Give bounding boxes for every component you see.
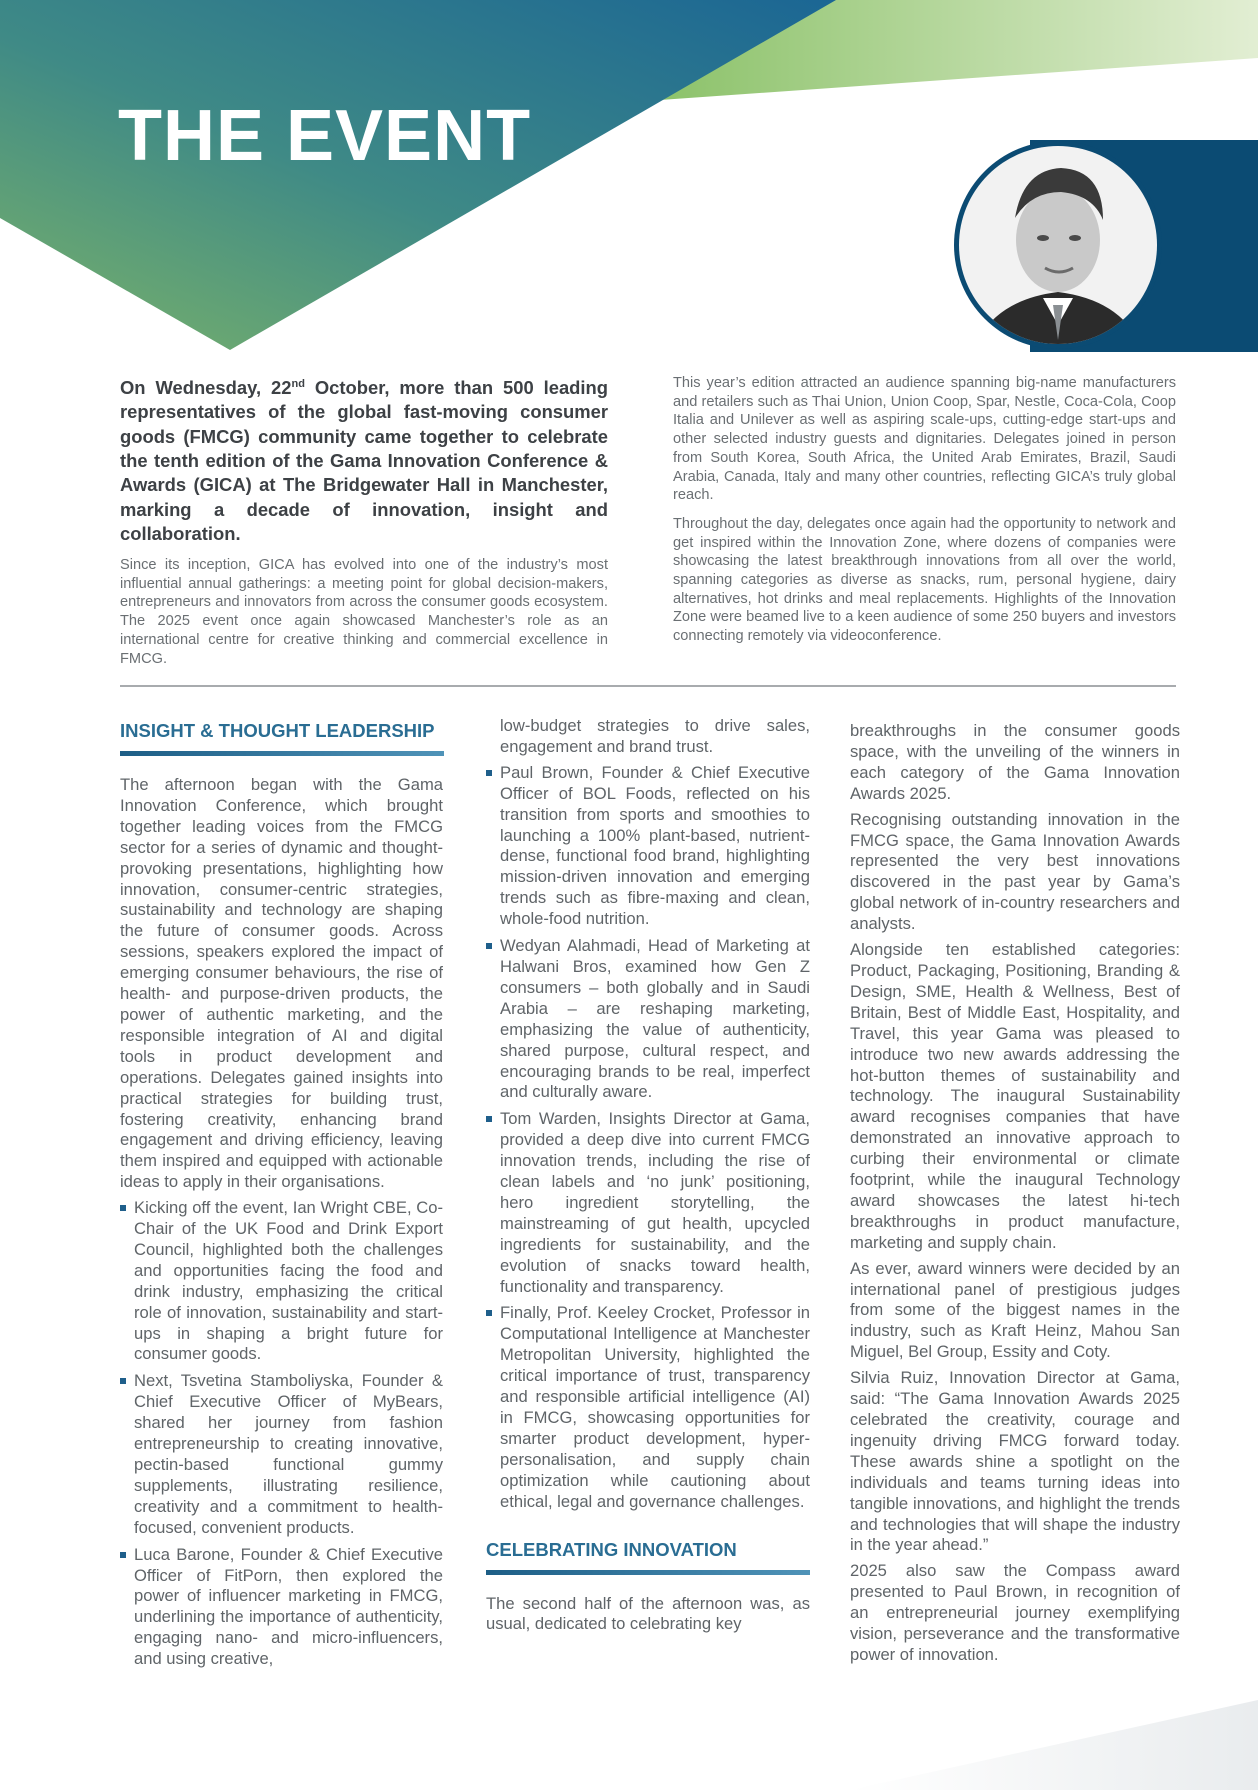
list-item: Luca Barone, Founder & Chief Executive Officer of FitPorn, then explored the power of influencer marketing in FMCG, underlining the importance of authenticity, engaging nano- and micro-influencers, and using creative, <box>120 1545 443 1670</box>
list-item-continuation: low-budget strategies to drive sales, engagement and brand trust. <box>500 716 810 756</box>
celebrating-paragraph: Silvia Ruiz, Innovation Director at Gama, said: “The Gama Innovation Awards 2025 celebrated the creativity, courage and ingenuity driving FMCG forward today. These awards shine a spotlight on the individuals and teams turning ideas into tangible innovations, and highlight the trends and technologies that will shape the industry in the year ahead.” <box>850 1368 1180 1555</box>
list-item: Kicking off the event, Ian Wright CBE, Co-Chair of the UK Food and Drink Export Council, highlighted both the challenges and opportunities facing the food and drink industry, emphasizing the critical role of innovation, sustainability and start-ups in shaping a bright future for consumer goods. <box>120 1198 443 1365</box>
heading-underline <box>486 1570 810 1575</box>
celebrating-heading: CELEBRATING INNOVATION <box>486 1538 737 1560</box>
column-1 <box>120 720 443 1676</box>
list-item: Wedyan Alahmadi, Head of Marketing at Halwani Bros, examined how Gen Z consumers – both globally and in Saudi Arabia – are reshaping marketing, emphasizing the value of authenticity, shared purpose, cultural respect, and encouraging brands to be real, imperfect and culturally aware. <box>486 936 810 1103</box>
list-item: Next, Tsvetina Stamboliyska, Founder & Chief Executive Officer of MyBears, shared her journey from fashion entrepreneurship to creating innovative, pectin-based functional gummy supplements, illustrating resilience, creativity and a commitment to health-focused, convenient products. <box>120 1371 443 1538</box>
celebrating-paragraph: As ever, award winners were decided by an international panel of prestigious judges from some of the biggest names in the industry, such as Kraft Heinz, Mahou San Miguel, Bel Group, Essity and Coty. <box>850 1258 1180 1362</box>
intro-paragraph-2: Since its inception, GICA has evolved into one of the industry’s most influential annual gatherings: a meeting point for global decision-makers, entrepreneurs and innovators from across the consumer goods ecosystem. The 2025 event once again showcased Manchester’s role as an international centre for creative thinking and commercial excellence in FMCG. <box>120 557 608 667</box>
list-item: Paul Brown, Founder & Chief Executive Officer of BOL Foods, reflected on his transition from sports and smoothies to launching a 100% plant-based, nutrient-dense, functional food brand, highlighting mission-driven innovation and emerging trends such as fibre-maxing and clean, whole-food nutrition. <box>486 763 810 930</box>
intro-right-paragraph-1: This year’s edition attracted an audience spanning big-name manufacturers and retailers such as Thai Union, Union Coop, Spar, Nestle, Coca-Cola, Coop Italia and Unilever as well as aspiring scale-ups, cutting-edge start-ups and other selected industry guests and dignitaries. Delegates joined in person from South Korea, South Africa, the United Arab Emirates, Brazil, Saudi Arabia, Canada, Italy and many other countries, reflecting GICA’s truly global reach. <box>673 375 1176 504</box>
corner-shade <box>850 1700 1258 1790</box>
insight-paragraph: The afternoon began with the Gama Innovation Conference, which brought together leading voices from the FMCG sector for a series of dynamic and thought-provoking presentations, highlighting how innovation, consumer-centric strategies, sustainability and technology are shaping the future of consumer goods. Across sessions, speakers explored the impact of emerging consumer behaviours, the rise of health- and purpose-driven products, the power of authentic marketing, and the responsible integration of AI and digital tools in product development and operations. Delegates gained insights into practical strategies for building trust, fostering creativity, enhancing brand engagement and driving efficiency, leaving them inspired and equipped with actionable ideas to apply in their organisations. <box>120 775 443 1192</box>
page-title: THE EVENT <box>118 96 532 176</box>
column-3 <box>850 721 1180 1671</box>
speaker-portrait <box>953 140 1163 350</box>
heading-underline <box>120 751 444 756</box>
intro-right-paragraph-2: Throughout the day, delegates once again had the opportunity to network and get inspired within the Innovation Zone, where dozens of companies were showcasing the latest breakthrough innovations from all over the world, spanning categories as diverse as snacks, rum, personal hygiene, dairy alternatives, hot drinks and meal replacements. Highlights of the Innovation Zone were beamed live to a keen audience of some 250 buyers and investors connecting remotely via videoconference. <box>673 515 1176 645</box>
celebrating-paragraph: breakthroughs in the consumer goods space, with the unveiling of the winners in each category of the Gama Innovation Awards 2025. <box>850 721 1180 803</box>
insight-heading: INSIGHT & THOUGHT LEADERSHIP <box>120 720 435 741</box>
list-item: Finally, Prof. Keeley Crocket, Professor in Computational Intelligence at Manchester Metropolitan University, highlighted the critical importance of trust, transparency and responsible artificial intelligence (AI) in FMCG, showcasing opportunities for smarter product development, hyper-personalisation, and supply chain optimization while cautioning about ethical, legal and governance challenges. <box>486 1303 810 1512</box>
celebrating-paragraph: Alongside ten established categories: Product, Packaging, Positioning, Branding & Design, SME, Health & Wellness, Best of Britain, Best of Middle East, Hospitality, and Travel, this year Gama was pleased to introduce two new awards addressing the hot-button themes of sustainability and technology. The inaugural Sustainability award recognises companies that have demonstrated an innovative approach to curbing their environmental or climate footprint, while the inaugural Technology award showcases the latest hi-tech breakthroughs in product manufacture, marketing and supply chain. <box>850 940 1180 1252</box>
speaker-list-2 <box>486 763 810 1513</box>
celebrating-paragraph: 2025 also saw the Compass award presented to Paul Brown, in recognition of an entrepreneurial journey exemplifying vision, perseverance and the transformative power of innovation. <box>850 1561 1180 1664</box>
intro-right <box>673 374 1176 656</box>
celebrating-paragraph: Recognising outstanding innovation in the FMCG space, the Gama Innovation Awards represented the very best innovations discovered in the past year by Gama’s global network of in-country researchers and analysts. <box>850 809 1180 934</box>
column-2 <box>486 716 810 1640</box>
list-item: Tom Warden, Insights Director at Gama, provided a deep dive into current FMCG innovation trends, including the rise of clean labels and ‘no junk’ positioning, hero ingredient storytelling, the mainstreaming of gut health, upcycled ingredients for sustainability, and the evolution of snacks toward health, functionality and transparency. <box>486 1109 810 1297</box>
speaker-list-1 <box>120 1198 443 1670</box>
section-divider <box>120 685 1176 687</box>
celebrating-paragraph-1: The second half of the afternoon was, as usual, dedicated to celebrating key <box>486 1593 810 1634</box>
intro-lead: On Wednesday, 22nd October, more than 500 leading representatives of the global fast-moving consumer goods (FMCG) community came together to celebrate the tenth edition of the Gama Innovation Conference & Awards (GICA) at The Bridgewater Hall in Manchester, marking a decade of innovation, insight and collaboration. <box>120 377 608 544</box>
